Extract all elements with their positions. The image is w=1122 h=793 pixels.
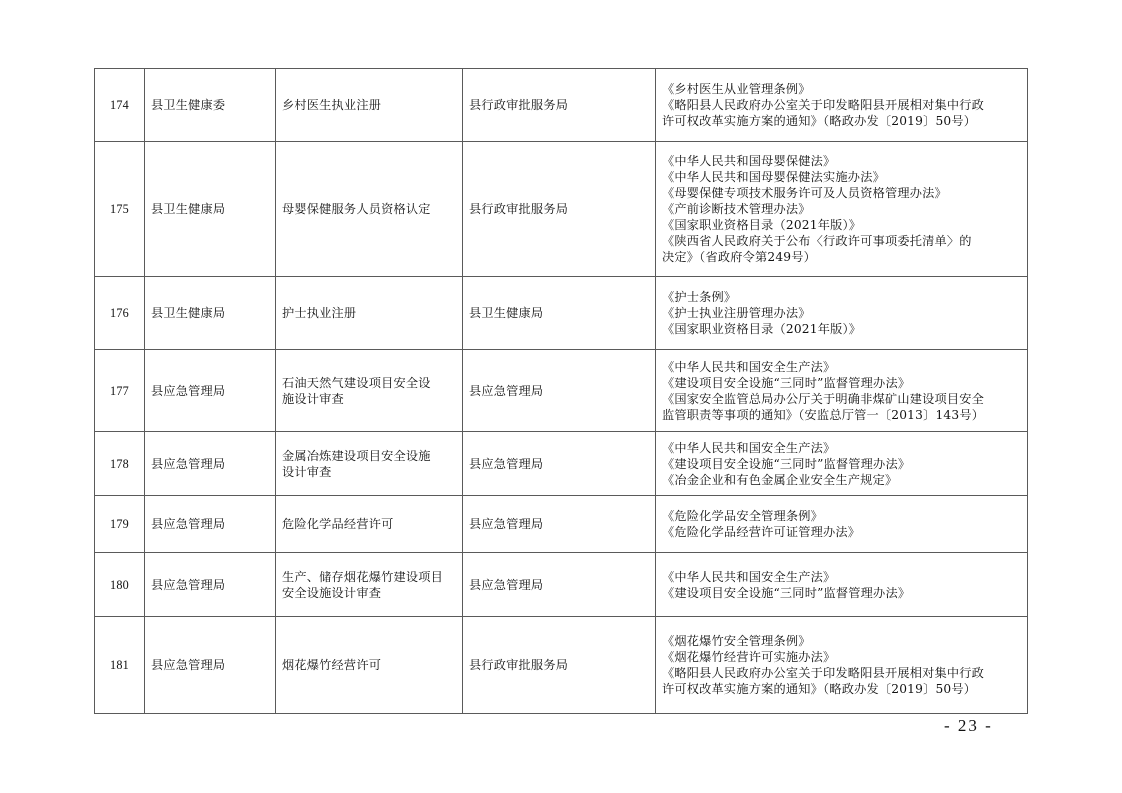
permit-item-line: 护士执业注册 <box>282 306 357 320</box>
row-number: 179 <box>95 496 145 553</box>
legal-basis-line: 《烟花爆竹安全管理条例》 <box>662 634 811 648</box>
legal-basis-line: 《危险化学品安全管理条例》 <box>662 509 824 523</box>
legal-basis-cell <box>656 432 1028 496</box>
legal-basis-line: 《国家安全监管总局办公厅关于明确非煤矿山建设项目安全 <box>662 391 985 406</box>
legal-basis-line: 决定》（省政府令第249号） <box>662 250 817 264</box>
department-cell: 县应急管理局 <box>145 350 276 432</box>
legal-basis-cell <box>656 617 1028 714</box>
row-number: 178 <box>95 432 145 496</box>
table-row <box>95 350 1028 432</box>
legal-basis-line: 《中华人民共和国母婴保健法》 <box>662 154 836 168</box>
legal-basis-line: 《略阳县人民政府办公室关于印发略阳县开展相对集中行政 <box>662 98 985 112</box>
permit-item-line: 生产、储存烟花爆竹建设项目 <box>282 569 444 584</box>
legal-basis-line: 《护士条例》 <box>662 290 737 304</box>
permit-item-line: 设计审查 <box>282 464 332 479</box>
table-row <box>95 142 1028 277</box>
permit-item-line: 危险化学品经营许可 <box>282 517 394 531</box>
legal-basis-line: 《乡村医生从业管理条例》 <box>662 82 811 96</box>
department-cell: 县卫生健康局 <box>145 142 276 277</box>
page-number: - 23 - <box>944 716 993 735</box>
permit-item-line: 施设计审查 <box>282 391 344 406</box>
legal-basis-line: 《护士执业注册管理办法》 <box>662 306 811 320</box>
legal-basis-cell <box>656 69 1028 142</box>
legal-basis-line: 《产前诊断技术管理办法》 <box>662 202 811 216</box>
legal-basis-line: 《中华人民共和国安全生产法》 <box>662 440 836 455</box>
row-number: 174 <box>95 69 145 142</box>
legal-basis-line: 《母婴保健专项技术服务许可及人员资格管理办法》 <box>662 186 947 200</box>
implementing-organ-cell: 县行政审批服务局 <box>463 142 656 277</box>
legal-basis-cell <box>656 496 1028 553</box>
permit-item-cell <box>276 142 463 277</box>
legal-basis-line: 《国家职业资格目录（2021年版）》 <box>662 322 862 336</box>
row-number: 181 <box>95 617 145 714</box>
legal-basis-line: 《略阳县人民政府办公室关于印发略阳县开展相对集中行政 <box>662 666 985 680</box>
legal-basis-line: 《中华人民共和国安全生产法》 <box>662 359 836 374</box>
permit-item-line: 乡村医生执业注册 <box>282 98 382 112</box>
permit-item-line: 石油天然气建设项目安全设 <box>282 375 431 390</box>
permit-item-cell <box>276 617 463 714</box>
permit-item-cell <box>276 350 463 432</box>
department-cell: 县应急管理局 <box>145 432 276 496</box>
row-number: 177 <box>95 350 145 432</box>
permit-item-cell <box>276 553 463 617</box>
department-cell: 县应急管理局 <box>145 553 276 617</box>
legal-basis-line: 《中华人民共和国安全生产法》 <box>662 569 836 584</box>
implementing-organ-cell: 县应急管理局 <box>463 432 656 496</box>
implementing-organ-cell: 县应急管理局 <box>463 496 656 553</box>
legal-basis-cell <box>656 142 1028 277</box>
department-cell: 县应急管理局 <box>145 617 276 714</box>
permit-item-cell <box>276 496 463 553</box>
department-cell: 县应急管理局 <box>145 496 276 553</box>
legal-basis-line: 监管职责等事项的通知》（安监总厅管一〔2013〕143号） <box>662 407 985 422</box>
legal-basis-line: 《建设项目安全设施“三同时”监督管理办法》 <box>662 375 911 390</box>
table-row <box>95 617 1028 714</box>
legal-basis-line: 《陕西省人民政府关于公布〈行政许可事项委托清单〉的 <box>662 234 972 248</box>
permit-table <box>94 68 1028 714</box>
permit-item-line: 母婴保健服务人员资格认定 <box>282 202 431 216</box>
legal-basis-line: 许可权改革实施方案的通知》（略政办发〔2019〕50号） <box>662 114 977 128</box>
permit-item-line: 金属冶炼建设项目安全设施 <box>282 448 431 463</box>
legal-basis-line: 《烟花爆竹经营许可实施办法》 <box>662 650 836 664</box>
department-cell: 县卫生健康局 <box>145 277 276 350</box>
row-number: 175 <box>95 142 145 277</box>
permit-item-line: 烟花爆竹经营许可 <box>282 658 382 672</box>
row-number: 180 <box>95 553 145 617</box>
department-cell: 县卫生健康委 <box>145 69 276 142</box>
permit-item-cell <box>276 69 463 142</box>
legal-basis-line: 《中华人民共和国母婴保健法实施办法》 <box>662 170 885 184</box>
legal-basis-line: 《危险化学品经营许可证管理办法》 <box>662 525 861 539</box>
permit-item-line: 安全设施设计审查 <box>282 585 382 600</box>
implementing-organ-cell: 县卫生健康局 <box>463 277 656 350</box>
table-row <box>95 277 1028 350</box>
implementing-organ-cell: 县行政审批服务局 <box>463 617 656 714</box>
permit-item-cell <box>276 432 463 496</box>
legal-basis-line: 《国家职业资格目录（2021年版）》 <box>662 218 862 232</box>
legal-basis-cell <box>656 350 1028 432</box>
legal-basis-line: 许可权改革实施方案的通知》（略政办发〔2019〕50号） <box>662 682 977 696</box>
table-row <box>95 553 1028 617</box>
permit-item-cell <box>276 277 463 350</box>
row-number: 176 <box>95 277 145 350</box>
legal-basis-cell <box>656 277 1028 350</box>
table-row <box>95 69 1028 142</box>
legal-basis-line: 《冶金企业和有色金属企业安全生产规定》 <box>662 472 898 487</box>
implementing-organ-cell: 县应急管理局 <box>463 553 656 617</box>
table-row <box>95 432 1028 496</box>
permit-table-body <box>95 69 1028 714</box>
implementing-organ-cell: 县行政审批服务局 <box>463 69 656 142</box>
implementing-organ-cell: 县应急管理局 <box>463 350 656 432</box>
legal-basis-line: 《建设项目安全设施“三同时”监督管理办法》 <box>662 585 911 600</box>
legal-basis-line: 《建设项目安全设施“三同时”监督管理办法》 <box>662 456 911 471</box>
legal-basis-cell <box>656 553 1028 617</box>
table-row <box>95 496 1028 553</box>
